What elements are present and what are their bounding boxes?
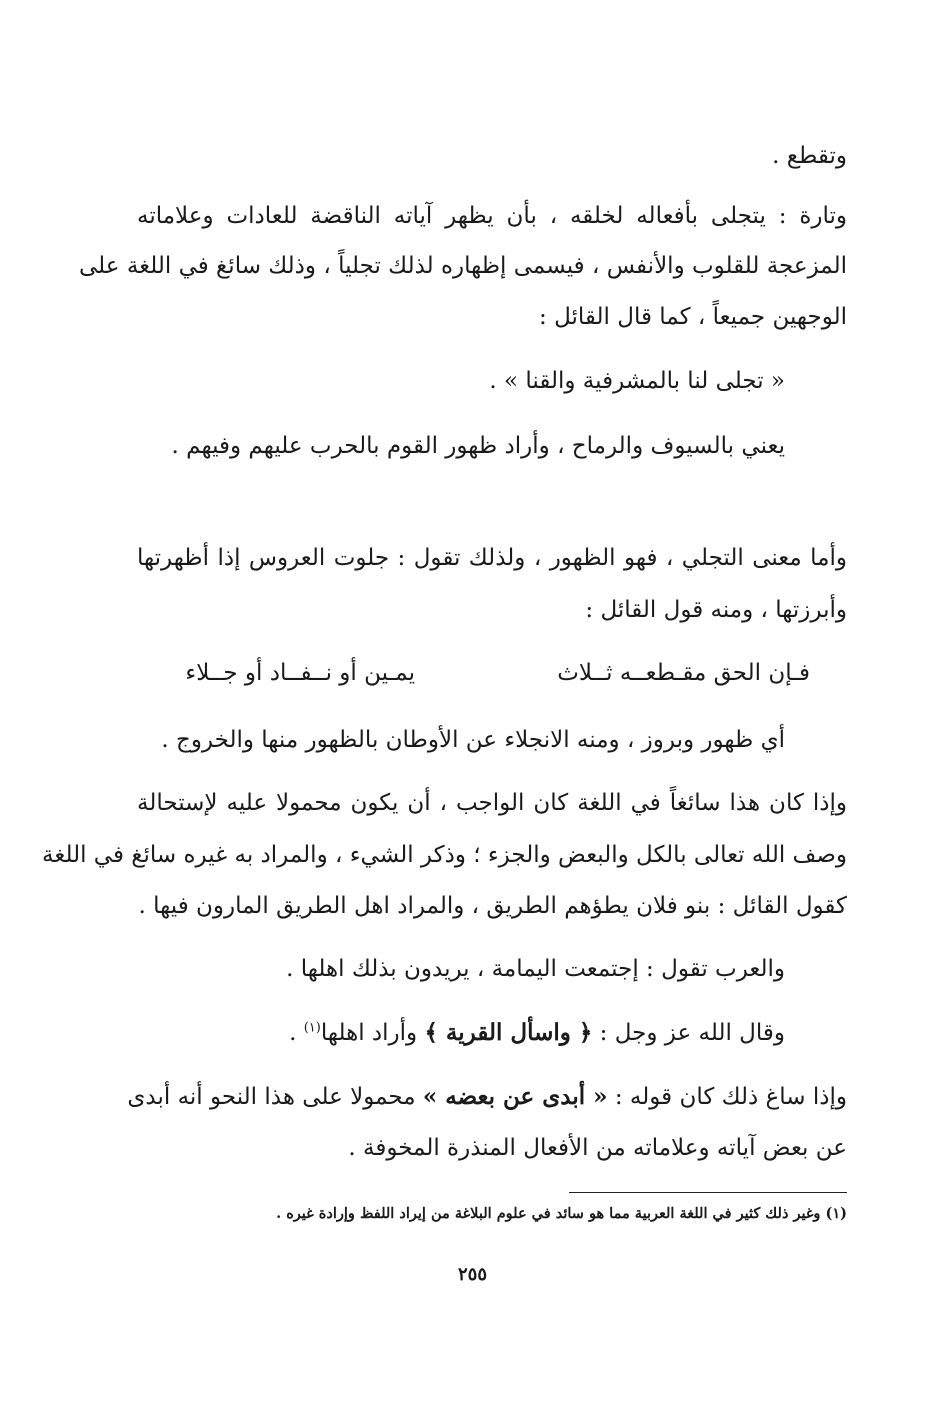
text-line: وأما معنى التجلي ، فهو الظهور ، ولذلك تقول : جلوت العروس إذا أظهرتها (137, 545, 847, 571)
text-line-with-quran-quote (105, 1016, 785, 1050)
line-middle: وأراد اهلها (320, 1020, 425, 1046)
text-line: أي ظهور وبروز ، ومنه الانجلاء عن الأوطان بالظهور منها والخروج . (161, 727, 785, 753)
footnote-divider (569, 1192, 847, 1193)
footnote: (١) وغير ذلك كثير في اللغة العربية مما هو سائد في علوم البلاغة من إيراد اللفظ وإرادة غيره . (276, 1205, 847, 1222)
text-line: والعرب تقول : إجتمعت اليمامة ، يريدون بذلك اهلها . (286, 956, 785, 982)
text-line: عن بعض آياته وعلاماته من الأفعال المنذرة المخوفة . (348, 1135, 847, 1161)
line-prefix: وقال الله عز وجل : (592, 1020, 785, 1046)
quran-quote: ﴿ واسأل القرية ﴾ (424, 1019, 593, 1046)
verse-first-hemistich: فـإن الحق مقـطعــه ثــلاث (557, 660, 810, 686)
verse-second-hemistich: يمـين أو نــفــاد أو جــلاء (185, 660, 415, 686)
text-line: وتقطع . (772, 143, 847, 169)
text-line-with-hadith-quote (127, 1080, 847, 1114)
text-line: الوجهين جميعاً ، كما قال القائل : (539, 304, 847, 330)
hadith-quote: « أبدى عن بعضه » (422, 1083, 608, 1110)
text-line: وإذا كان هذا سائغاً في اللغة كان الواجب ، أن يكون محمولا عليه لإستحالة (137, 790, 847, 816)
line-suffix: . (289, 1020, 304, 1046)
text-line: المزعجة للقلوب والأنفس ، فيسمى إظهاره لذلك تجلياً ، وذلك سائغ في اللغة على (79, 253, 847, 279)
text-line: وتارة : يتجلى بأفعاله لخلقه ، بأن يظهر آياته الناقضة للعادات وعلاماته (137, 203, 847, 229)
quoted-verse-line: « تجلى لنا بالمشرفية والقنا » . (489, 368, 785, 394)
line-suffix: محمولا على هذا النحو أنه أبدى (127, 1084, 423, 1110)
line-prefix: وإذا ساغ ذلك كان قوله : (607, 1084, 847, 1110)
text-line: يعني بالسيوف والرماح ، وأراد ظهور القوم بالحرب عليهم وفيهم . (171, 433, 785, 459)
footnote-marker: (١) (303, 1020, 321, 1036)
text-line: وأبرزتها ، ومنه قول القائل : (585, 597, 847, 623)
text-line: وصف الله تعالى بالكل والبعض والجزء ؛ وذكر الشيء ، والمراد به غيره سائغ في اللغة (42, 842, 847, 868)
text-line: كقول القائل : بنو فلان يطؤهم الطريق ، والمراد اهل الطريق المارون فيها . (138, 893, 847, 919)
page-number: ٢٥٥ (457, 1264, 487, 1285)
